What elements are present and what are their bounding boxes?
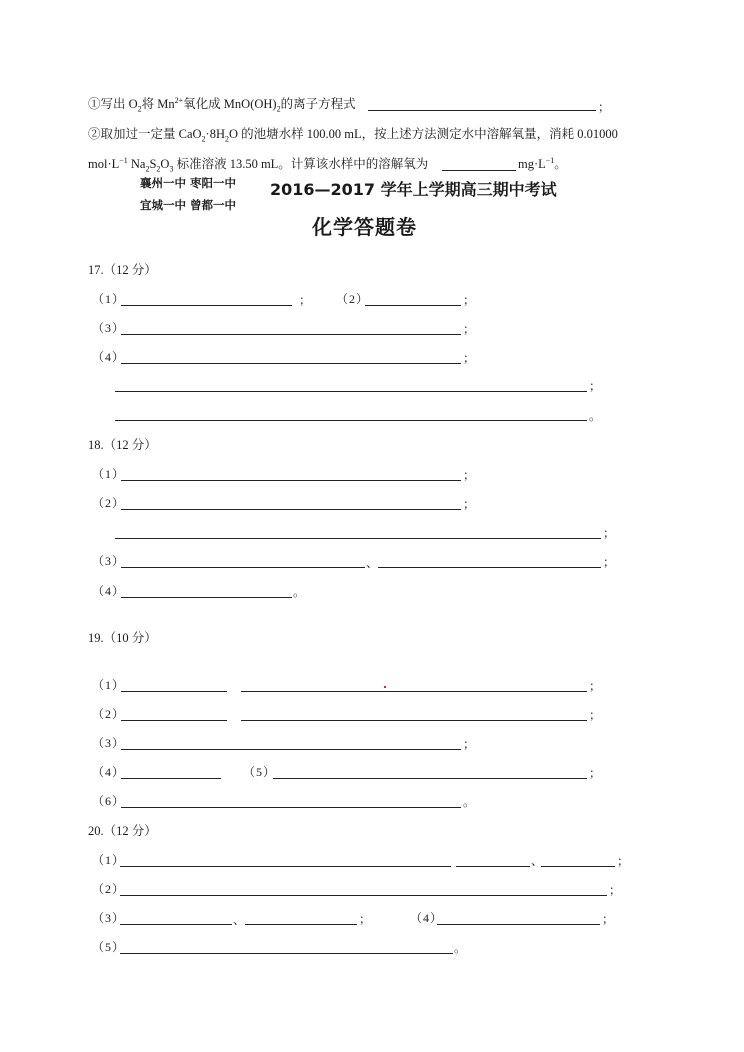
punctuation: ； xyxy=(602,912,615,926)
question-number: 19.（10 分） xyxy=(88,631,157,645)
punctuation: ； xyxy=(463,468,476,482)
subscript: 3 xyxy=(169,164,174,174)
answer-blank[interactable] xyxy=(241,720,587,721)
punctuation: ； xyxy=(598,100,611,114)
sub-label: （4） xyxy=(92,584,126,598)
text-segment: 的离子方程式 xyxy=(280,97,356,111)
question-number: 17.（12 分） xyxy=(88,263,157,277)
punctuation: 。 xyxy=(293,585,306,599)
sub-label: （2） xyxy=(92,496,126,510)
question-number: 20.（12 分） xyxy=(88,824,157,838)
answer-blank[interactable] xyxy=(437,924,600,925)
subscript: 2 xyxy=(137,104,142,114)
question-number: 18.（12 分） xyxy=(88,438,157,452)
subscript: 2 xyxy=(225,134,229,144)
unit-label xyxy=(518,156,567,172)
text-segment: ·8H xyxy=(205,127,225,141)
answer-blank[interactable] xyxy=(121,509,461,510)
answer-blank[interactable] xyxy=(365,305,461,306)
punctuation: 、 xyxy=(233,913,246,927)
text-segment: ①写出 O xyxy=(88,97,138,111)
punctuation: ； xyxy=(463,322,476,336)
answer-blank[interactable] xyxy=(121,334,461,335)
answer-blank[interactable] xyxy=(115,391,587,392)
answer-blank[interactable] xyxy=(121,597,292,598)
text-segment: 标准溶液 13.50 mL。计算该水样中的溶解氧为 xyxy=(173,157,429,171)
answer-blank[interactable] xyxy=(273,778,587,779)
punctuation: ； xyxy=(589,766,602,780)
answer-blank[interactable] xyxy=(456,866,530,867)
answer-blank[interactable] xyxy=(115,420,587,421)
punctuation: ； xyxy=(463,497,476,511)
subscript: 2 xyxy=(276,104,281,114)
schools-row-1: 襄州一中 枣阳一中 xyxy=(140,176,237,190)
sub-label: （4） xyxy=(410,911,444,925)
school-names xyxy=(140,172,236,216)
sub-label: （1） xyxy=(92,467,126,481)
schools-row-2: 宜城一中 曾都一中 xyxy=(140,198,237,212)
punctuation: ； xyxy=(589,708,602,722)
punctuation: ； xyxy=(463,293,476,307)
sub-label: （2） xyxy=(92,882,126,896)
answer-blank[interactable] xyxy=(120,924,232,925)
text-segment: S xyxy=(149,157,157,171)
punctuation: 。 xyxy=(589,409,602,423)
answer-blank[interactable] xyxy=(121,807,461,808)
sub-label: （2） xyxy=(92,707,126,721)
punctuation: ； xyxy=(609,883,622,897)
text-segment: mg·L xyxy=(518,157,546,171)
punctuation: ； xyxy=(463,351,476,365)
punctuation: 。 xyxy=(454,941,467,955)
answer-blank[interactable] xyxy=(121,691,227,692)
answer-blank[interactable] xyxy=(121,720,227,721)
sub-label: （1） xyxy=(92,292,126,306)
sub-label: （6） xyxy=(92,794,126,808)
exam-title: 2016—2017 学年上学期高三期中考试 xyxy=(270,180,557,199)
paper-title: 化学答题卷 xyxy=(312,215,417,239)
answer-blank[interactable] xyxy=(121,778,221,779)
punctuation: ； xyxy=(359,912,372,926)
punctuation: 。 xyxy=(463,795,476,809)
text-segment: 氧化成 MnO(OH) xyxy=(183,97,277,111)
punctuation: ； xyxy=(603,555,616,569)
sub-label: （1） xyxy=(92,678,126,692)
sub-label: （5） xyxy=(243,765,277,779)
punctuation: ； xyxy=(603,526,616,540)
prev-item-2-line2 xyxy=(88,156,428,172)
punctuation: 、 xyxy=(531,854,544,868)
text-segment: 。 xyxy=(554,157,567,171)
sub-label: （3） xyxy=(92,736,126,750)
answer-blank[interactable] xyxy=(121,363,461,364)
answer-blank[interactable] xyxy=(121,480,461,481)
superscript: 2+ xyxy=(174,95,184,105)
answer-blank[interactable] xyxy=(121,749,461,750)
sub-label: （3） xyxy=(92,321,126,335)
sub-label: （5） xyxy=(92,940,126,954)
subscript: 2 xyxy=(156,164,161,174)
sub-label: （4） xyxy=(92,350,126,364)
sub-label: （2） xyxy=(336,292,370,306)
sub-label: （1） xyxy=(92,853,126,867)
punctuation: ； xyxy=(617,854,630,868)
answer-blank-dissolved-oxygen[interactable] xyxy=(442,170,516,171)
prev-item-2-line1 xyxy=(88,126,618,142)
sub-label: （4） xyxy=(92,765,126,779)
answer-blank[interactable] xyxy=(241,691,587,692)
subscript: 2 xyxy=(145,164,150,174)
punctuation: ； xyxy=(589,679,602,693)
answer-blank[interactable] xyxy=(120,953,453,954)
text-segment: mol·L xyxy=(88,157,120,171)
subscript: 2 xyxy=(201,134,206,144)
text-segment: ②取加过一定量 CaO xyxy=(88,127,202,141)
stray-mark xyxy=(384,686,386,688)
punctuation: ； xyxy=(589,379,602,393)
answer-blank[interactable] xyxy=(245,924,357,925)
text-segment: 将 Mn xyxy=(141,97,175,111)
answer-blank[interactable] xyxy=(115,538,601,539)
text-segment: O 的池塘水样 100.00 mL，按上述方法测定水中溶解氧量，消耗 0.01000 xyxy=(229,127,618,141)
sub-label: （3） xyxy=(92,554,126,568)
sub-label: （3） xyxy=(92,911,126,925)
punctuation: 、 xyxy=(366,556,379,570)
answer-blank[interactable] xyxy=(541,866,615,867)
answer-blank[interactable] xyxy=(120,895,607,896)
superscript: −1 xyxy=(119,155,128,165)
text-segment: O xyxy=(160,157,170,171)
answer-blank[interactable] xyxy=(120,866,451,867)
answer-blank[interactable] xyxy=(121,567,365,568)
punctuation: ； xyxy=(299,293,312,307)
answer-blank[interactable] xyxy=(378,567,601,568)
punctuation: ； xyxy=(463,737,476,751)
superscript: −1 xyxy=(545,155,555,165)
prev-item-1-text xyxy=(88,96,356,112)
answer-blank-prev-1[interactable] xyxy=(368,110,596,111)
answer-blank[interactable] xyxy=(121,305,292,306)
text-segment: Na xyxy=(127,157,146,171)
